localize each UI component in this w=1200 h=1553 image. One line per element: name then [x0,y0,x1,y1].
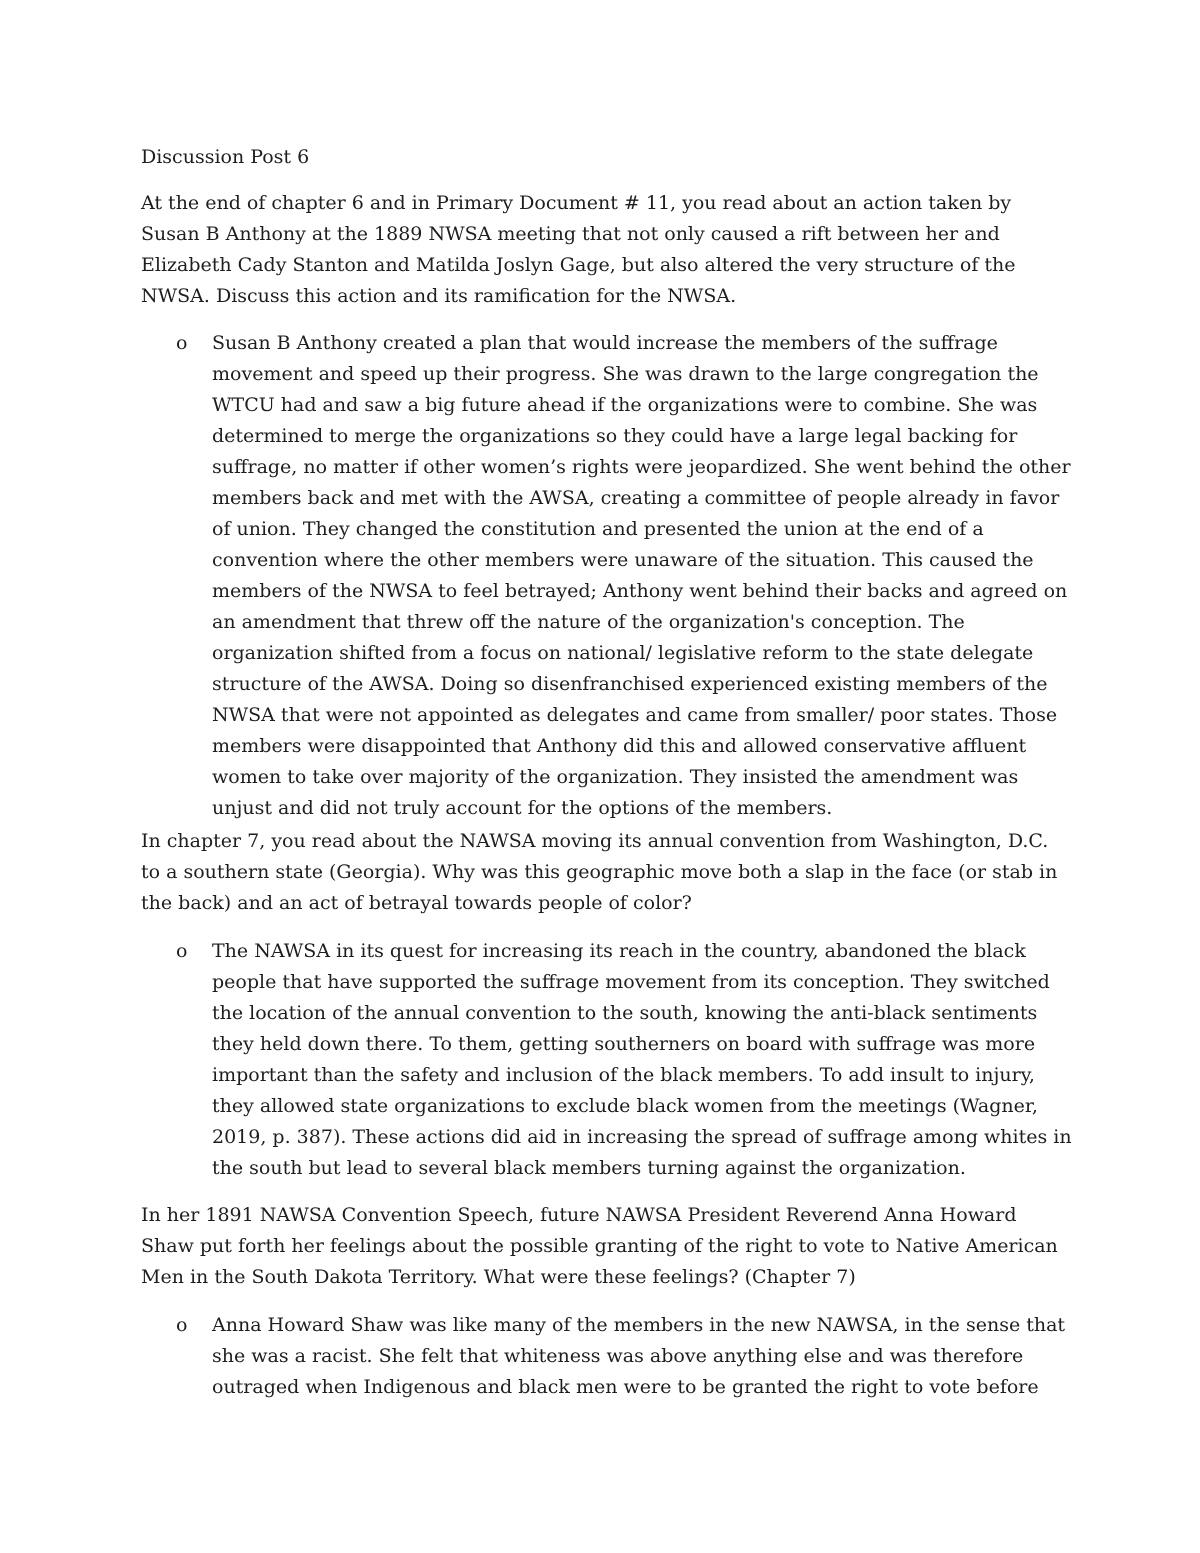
answer-2: The NAWSA in its quest for increasing its reach in the country, abandoned the black people that have supported the suffrage movement from its conception. They switched the location of the annual convention to the south, knowing the anti-black sentiments they held down there. To them, getting southerners on board with suffrage was more important than the safety and inclusion of the black members. To add insult to injury, they allowed state organizations to exclude black women from the meetings (Wagner, 2019, p. 387). These actions did aid in increasing the spread of suffrage among whites in the south but lead to several black members turning against the organization. [212,940,1072,1179]
question-1: At the end of chapter 6 and in Primary Document # 11, you read about an action taken by Susan B Anthony at the 1889 NWSA meeting that not only caused a rift between her and Elizabeth Cady Stanton and Matilda Joslyn Gage, but also altered the very structure of the NWSA. Discuss this action and its ramification for the NWSA. [141,192,1016,307]
question-3: In her 1891 NAWSA Convention Speech, future NAWSA President Reverend Anna Howard Shaw put forth her feelings about the possible granting of the right to vote to Native American Men in the South Dakota Territory. What were these feelings? (Chapter 7) [141,1204,1058,1288]
document-title: Discussion Post 6 [141,146,310,168]
answer-3: Anna Howard Shaw was like many of the members in the new NAWSA, in the sense that she was a racist. She felt that whiteness was above anything else and was therefore outraged when Indigenous and black men were to be granted the right to vote before [212,1314,1066,1398]
question-2: In chapter 7, you read about the NAWSA moving its annual convention from Washington, D.C. to a southern state (Georgia). Why was this geographic move both a slap in the face (or stab in the back) and an act of betrayal towards people of color? [141,830,1058,914]
answer-1: Susan B Anthony created a plan that would increase the members of the suffrage movement and speed up their progress. She was drawn to the large congregation the WTCU had and saw a big future ahead if the organizations were to combine. She was determined to merge the organizations so they could have a large legal backing for suffrage, no matter if other women’s rights were jeopardized. She went behind the other members back and met with the AWSA, creating a committee of people already in favor of union. They changed the constitution and presented the union at the end of a convention where the other members were unaware of the situation. This caused the members of the NWSA to feel betrayed; Anthony went behind their backs and agreed on an amendment that threw off the nature of the organization's conception. The organization shifted from a focus on national/ legislative reform to the state delegate structure of the AWSA. Doing so disenfranchised experienced existing members of the NWSA that were not appointed as delegates and came from smaller/ poor states. Those members were disappointed that Anthony did this and allowed conservative affluent women to take over majority of the organization. They insisted the amendment was unjust and did not truly account for the options of the members. [212,332,1071,819]
bullet-marker-1: o [176,332,188,354]
bullet-marker-3: o [176,1314,188,1336]
bullet-marker-2: o [176,940,188,962]
